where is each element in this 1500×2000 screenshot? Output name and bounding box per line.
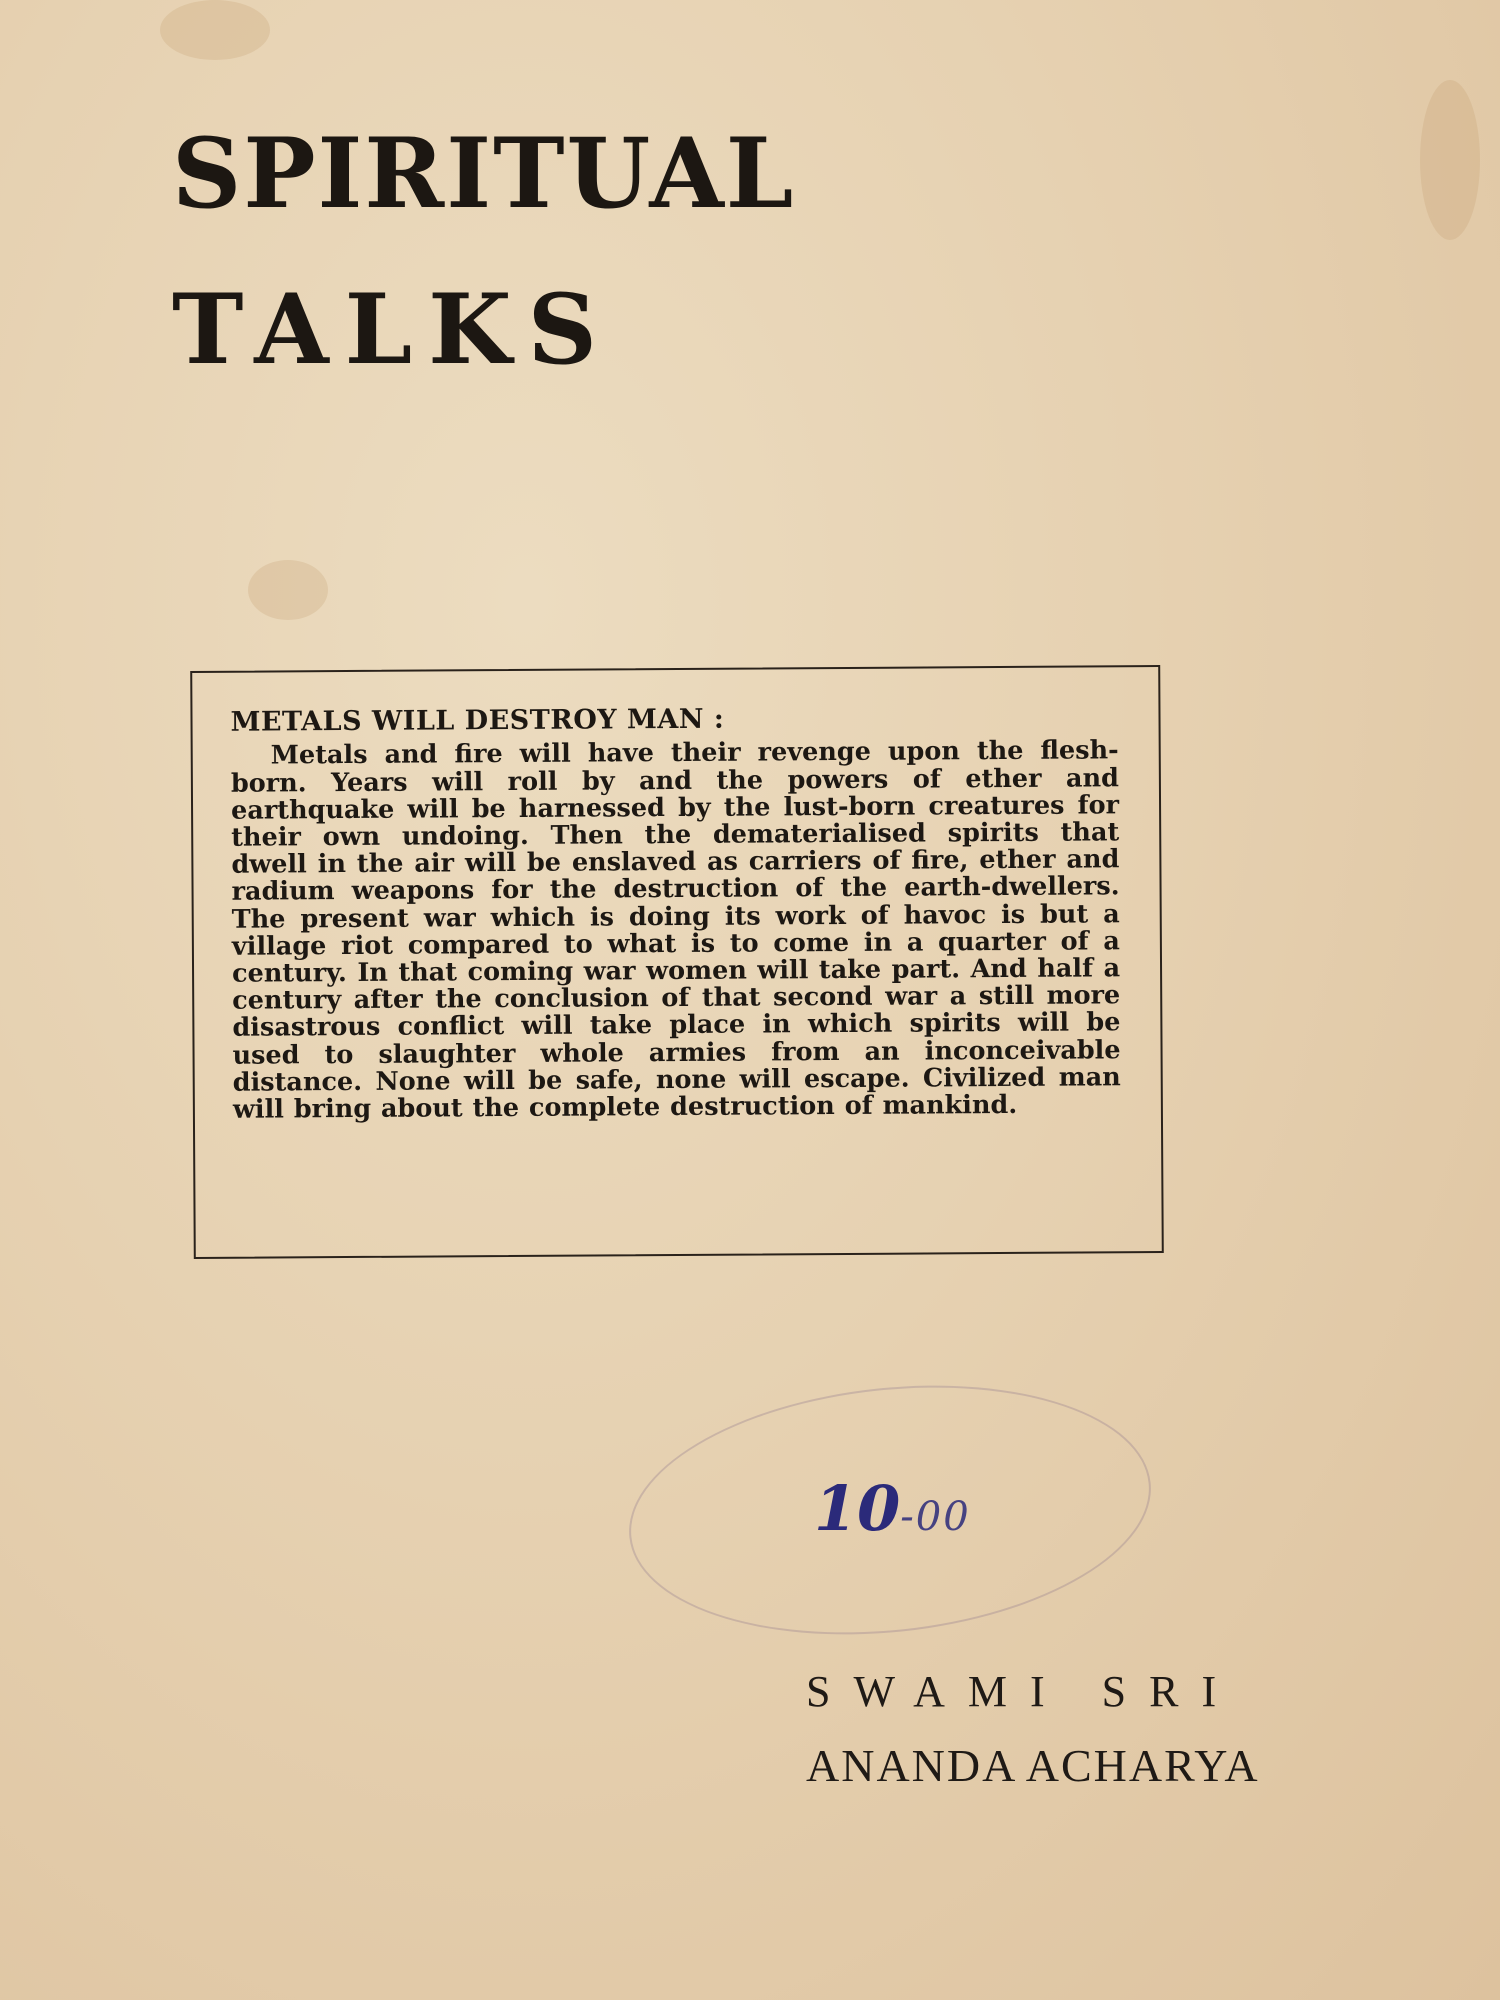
price-rest: -00 <box>900 1494 971 1540</box>
author-line-2: ANANDA ACHARYA <box>806 1740 1260 1791</box>
handwritten-price <box>814 1472 971 1545</box>
excerpt-box <box>190 665 1164 1259</box>
title-line-2: TALKS <box>172 273 613 386</box>
paper-stain <box>160 0 270 60</box>
title-line-1: SPIRITUAL <box>172 117 796 230</box>
excerpt-heading: METALS WILL DESTROY MAN : <box>230 703 725 738</box>
price-main: 10 <box>814 1472 901 1545</box>
paper-stain <box>248 560 328 620</box>
excerpt-body: Metals and fire will have their revenge upon the flesh-born. Years will roll by and the powers of ether and earthquake will be harnessed by the lust-born creatures for their own undoing. Then the dematerialised spirits that dwell in the air will be enslaved as carriers of fire, ether and radium weapons for the destruction of the earth-dwellers. The present war which is doing its work of havoc is but a village riot compared to what is to come in a quarter of a century. In that coming war women will take part. And half a century after the conclusion of that second war a still more disastrous conflict will take place in which spirits will be used to slaughter whole armies from an inconceivable distance. None will be safe, none will escape. Civilized man will bring about the complete destruction of mankind. <box>230 735 1121 1125</box>
paper-stain <box>1420 80 1480 240</box>
author-line-1: SWAMI SRI <box>806 1667 1240 1716</box>
